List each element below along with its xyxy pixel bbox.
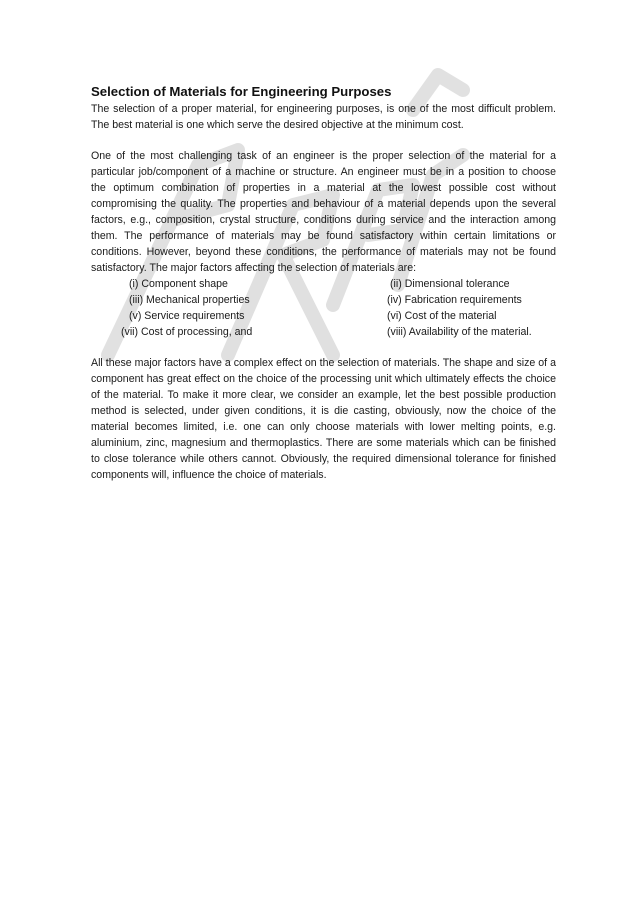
factors-effect-paragraph: All these major factors have a complex effect on the selection of materials. The shape and size of a component has great effect on the choice of the processing unit which ultimately effects the choice of the material. To make it more clear, we consider an example, let the best possible production method is selected, under given conditions, it is die casting, obviously, now the choice of the material becomes limited, i.e. one can only choose materials with lower melting points, e.g. aluminium, zinc, magnesium and thermoplastics. There are some materials which can be finished to close tolerance while others cannot. Obviously, the required dimensional tolerance for finished components will, influence the choice of materials.	[91, 357, 556, 481]
factor-item: (ii) Dimensional tolerance	[390, 278, 510, 290]
paragraph-spacer	[91, 340, 556, 355]
intro-paragraph: The selection of a proper material, for engineering purposes, is one of the most difficult problem. The best material is one which serve the desired objective at the minimum cost.	[91, 103, 556, 131]
factor-item: (iii) Mechanical properties	[129, 294, 250, 306]
factor-item: (viii) Availability of the material.	[387, 326, 532, 338]
factor-item: (vii) Cost of processing, and	[121, 326, 253, 338]
paragraph-spacer	[91, 133, 556, 148]
factor-item: (v) Service requirements	[129, 310, 245, 322]
factor-item: (i) Component shape	[129, 278, 228, 290]
selection-paragraph: One of the most challenging task of an engineer is the proper selection of the material for a particular job/component of a machine or structure. An engineer must be in a position to choose the optimum combination of properties in a material at the lowest possible cost without compromising the quality. The properties and behaviour of a material depends upon the several factors, e.g., composition, crystal structure, conditions during service and the interaction among them. The performance of materials may be found satisfactory within certain limitations or conditions. However, beyond these conditions, the performance of materials may not be found satisfactory. The major factors affecting the selection of materials are:	[91, 150, 556, 274]
factor-item: (iv) Fabrication requirements	[387, 294, 522, 306]
document-title: Selection of Materials for Engineering Purposes	[91, 84, 392, 99]
factor-item: (vi) Cost of the material	[387, 310, 497, 322]
document-page	[91, 84, 556, 483]
factors-list	[91, 276, 556, 340]
